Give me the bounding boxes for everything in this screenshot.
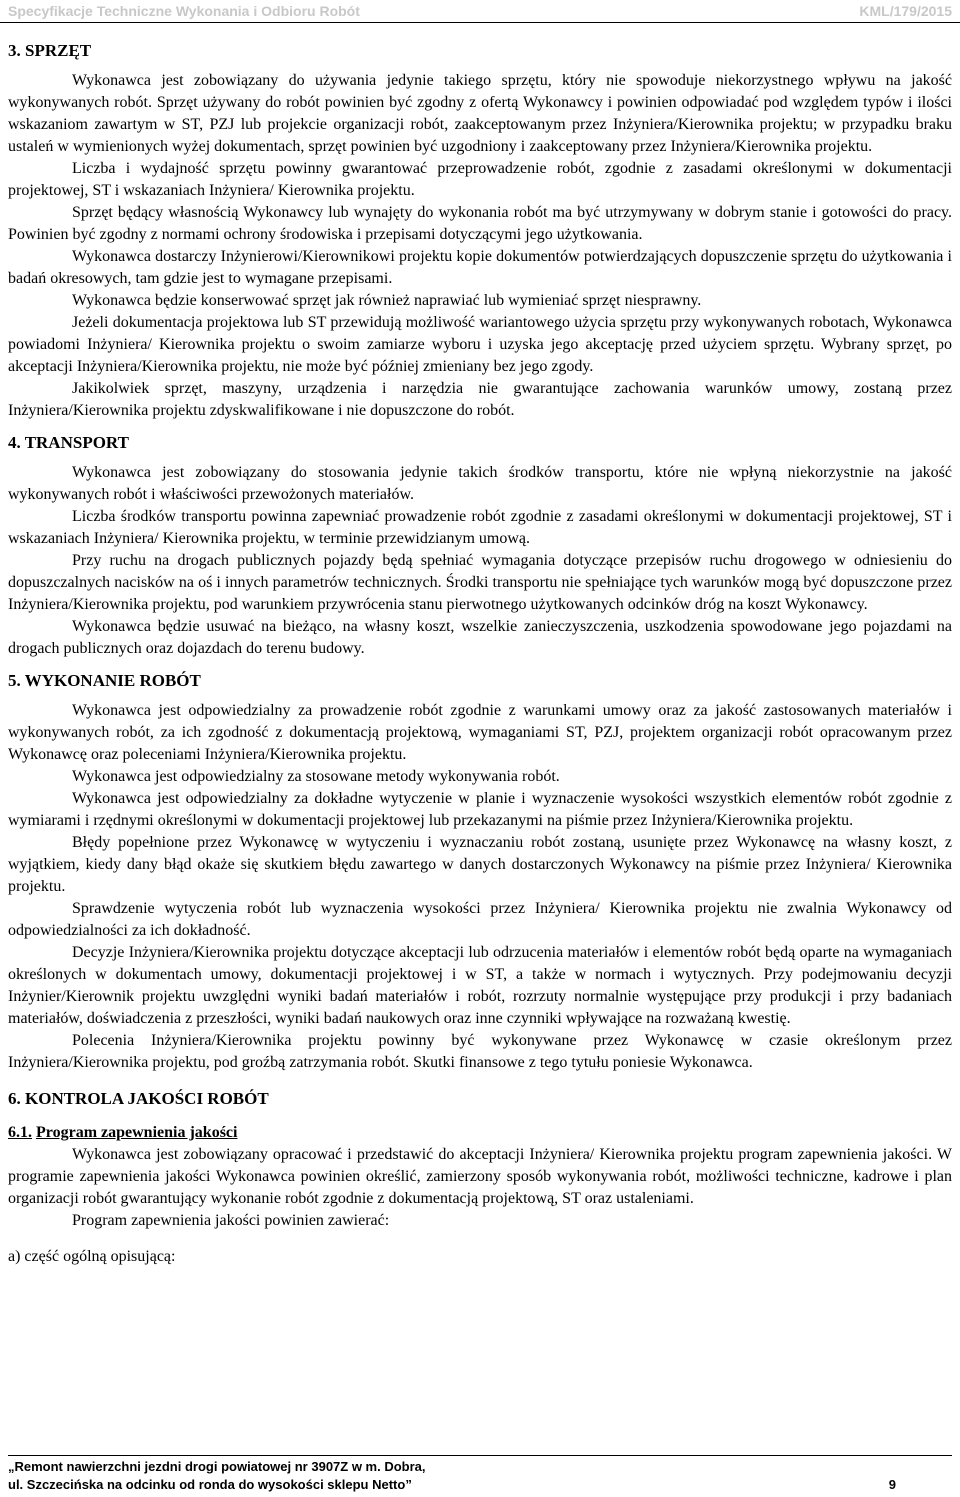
paragraph: Sprawdzenie wytyczenia robót lub wyznaczenia wysokości przez Inżyniera/ Kierownika projektu nie zwalnia Wykonawcy od odpowiedzialności za ich dokładność. (8, 900, 952, 939)
paragraph: Wykonawca jest odpowiedzialny za dokładne wytyczenie w planie i wyznaczenie wysokości wszystkich elementów robót zgodnie z wymiarami i rzędnymi określonymi w dokumentacji projektowej lub przekazanymi na piśmie przez Inżyniera/Kierownika projektu. (8, 790, 952, 829)
paragraph: Wykonawca jest odpowiedzialny za prowadzenie robót zgodnie z warunkami umowy oraz za jakość zastosowanych materiałów i wykonywanych robót, za ich zgodność z dokumentacją projektową, wymaganiami ST, PZJ, projektem organizacji robót opracowanym przez Wykonawcę oraz poleceniami Inżyniera/Kierownika projektu. (8, 702, 952, 763)
footer-project-line2: ul. Szczecińska na odcinku od ronda do wysokości sklepu Netto” (8, 1477, 412, 1492)
section-heading-wykonanie-robot: 5. WYKONANIE ROBÓT (8, 671, 201, 690)
subsection-heading (8, 1122, 952, 1144)
section-heading-sprzet: 3. SPRZĘT (8, 41, 92, 60)
paragraph: Liczba środków transportu powinna zapewniać prowadzenie robót zgodnie z zasadami określonymi w dokumentacji projektowej, ST i wskazaniach Inżyniera/ Kierownika projektu, w terminie przewidzianym umową. (8, 508, 952, 547)
section-heading-transport: 4. TRANSPORT (8, 433, 129, 452)
paragraph: Liczba i wydajność sprzętu powinny gwarantować przeprowadzenie robót, zgodnie z zasadami określonymi w dokumentacji projektowej, ST i wskazaniach Inżyniera/ Kierownika projektu. (8, 160, 952, 199)
paragraph: Wykonawca będzie konserwować sprzęt jak również naprawiać lub wymieniać sprzęt niesprawny. (72, 292, 702, 309)
paragraph: Wykonawca jest zobowiązany do używania jedynie takiego sprzętu, który nie spowoduje niekorzystnego wpływu na jakość wykonywanych robót. Sprzęt używany do robót powinien być zgodny z ofertą Wykonawcy i powinien odpowiadać pod względem typów i ilości wskazaniom zawartym w ST, PZJ lub projekcie organizacji robót, zaakceptowanym przez Inżyniera/Kierownika projektu; w przypadku braku ustaleń w wymienionych wyżej dokumentach, sprzęt powinien być uzgodniony i zaakceptowany przez Inżyniera/Kierownika projektu. (8, 72, 952, 155)
paragraph: Jeżeli dokumentacja projektowa lub ST przewidują możliwość wariantowego użycia sprzętu przy wykonywanych robotach, Wykonawca powiadomi Inżyniera/ Kierownika projektu o swoim zamiarze wyboru i uzyska jego akceptację przed użyciem sprzętu. Wybrany sprzęt, po akceptacji Inżyniera/Kierownika projektu, nie może być później zmieniany bez jego zgody. (8, 314, 952, 375)
paragraph: Wykonawca będzie usuwać na bieżąco, na własny koszt, wszelkie zanieczyszczenia, uszkodzenia spowodowane jego pojazdami na drogach publicznych oraz dojazdach do terenu budowy. (8, 618, 952, 657)
paragraph: Wykonawca dostarczy Inżynierowi/Kierownikowi projektu kopie dokumentów potwierdzających dopuszczenie sprzętu do użytkowania i badań okresowych, tam gdzie jest to wymagane przepisami. (8, 248, 952, 287)
paragraph: Przy ruchu na drogach publicznych pojazdy będą spełniać wymagania dotyczące przepisów ruchu drogowego w odniesieniu do dopuszczalnych nacisków na oś i innych parametrów technicznych. Środki transportu nie spełniające tych warunków mogą być dopuszczone przez Inżyniera/Kierownika projektu, pod warunkiem przywrócenia stanu pierwotnego użytkowanych odcinków dróg na koszt Wykonawcy. (8, 552, 952, 613)
page-header (0, 0, 960, 23)
list-item: a) część ogólną opisującą: (8, 1248, 176, 1265)
paragraph: Jakikolwiek sprzęt, maszyny, urządzenia i narzędzia nie gwarantujące zachowania warunków umowy, zostaną przez Inżyniera/Kierownika projektu zdyskwalifikowane i nie dopuszczone do robót. (8, 380, 952, 419)
paragraph: Decyzje Inżyniera/Kierownika projektu dotyczące akceptacji lub odrzucenia materiałów i elementów robót będą oparte na wymaganiach określonych w dokumentach umowy, dokumentacji projektowej i w ST, a także w normach i wytycznych. Przy podejmowaniu decyzji Inżynier/Kierownik projektu uwzględni wyniki badań materiałów i robót, rozrzuty normalnie występujące przy produkcji i przy badaniach materiałów, doświadczenia z przeszłości, wyniki badań naukowych oraz inne czynniki wpływające na rozważaną kwestię. (8, 944, 952, 1027)
subsection-title: Program zapewnienia jakości (36, 1124, 238, 1141)
paragraph: Sprzęt będący własnością Wykonawcy lub wynajęty do wykonania robót ma być utrzymywany w dobrym stanie i gotowości do pracy. Powinien być zgodny z normami ochrony środowiska i przepisami dotyczącymi jego użytkowania. (8, 204, 952, 243)
paragraph: Wykonawca jest zobowiązany do stosowania jedynie takich środków transportu, które nie wpłyną niekorzystnie na jakość wykonywanych robót i właściwości przewożonych materiałów. (8, 464, 952, 503)
paragraph: Wykonawca jest zobowiązany opracować i przedstawić do akceptacji Inżyniera/ Kierownika projektu program zapewnienia jakości. W programie zapewnienia jakości Wykonawca powinien określić, zamierzony sposób wykonywania robót, możliwości techniczne, kadrowe i plan organizacji robót gwarantujący wykonanie robót zgodnie z dokumentacją projektową, ST oraz ustaleniami. (8, 1146, 952, 1207)
page-footer (8, 1458, 952, 1494)
paragraph: Wykonawca jest odpowiedzialny za stosowane metody wykonywania robót. (72, 768, 560, 785)
paragraph: Błędy popełnione przez Wykonawcę w wytyczeniu i wyznaczaniu robót zostaną, usunięte przez Wykonawcę na własny koszt, z wyjątkiem, kiedy dany błąd okaże się skutkiem błędu zawartego w danych dostarczonych Wykonawcy na piśmie przez Inżyniera/ Kierownika projektu. (8, 834, 952, 895)
footer-divider (8, 1455, 952, 1456)
document-code: KML/179/2015 (859, 3, 952, 19)
document-title: Specyfikacje Techniczne Wykonania i Odbioru Robót (8, 3, 360, 19)
document-body (8, 40, 952, 1268)
paragraph: Polecenia Inżyniera/Kierownika projektu powinny być wykonywane przez Wykonawcę w czasie określonym przez Inżyniera/Kierownika projektu, pod groźbą zatrzymania robót. Skutki finansowe z tego tytułu poniesie Wykonawca. (8, 1032, 952, 1071)
paragraph: Program zapewnienia jakości powinien zawierać: (72, 1212, 390, 1229)
page-number: 9 (888, 1477, 896, 1492)
subsection-number: 6.1. (8, 1124, 32, 1141)
footer-project-line1: „Remont nawierzchni jezdni drogi powiatowej nr 3907Z w m. Dobra, (8, 1459, 426, 1474)
section-heading-kontrola-jakosci: 6. KONTROLA JAKOŚCI ROBÓT (8, 1089, 269, 1108)
